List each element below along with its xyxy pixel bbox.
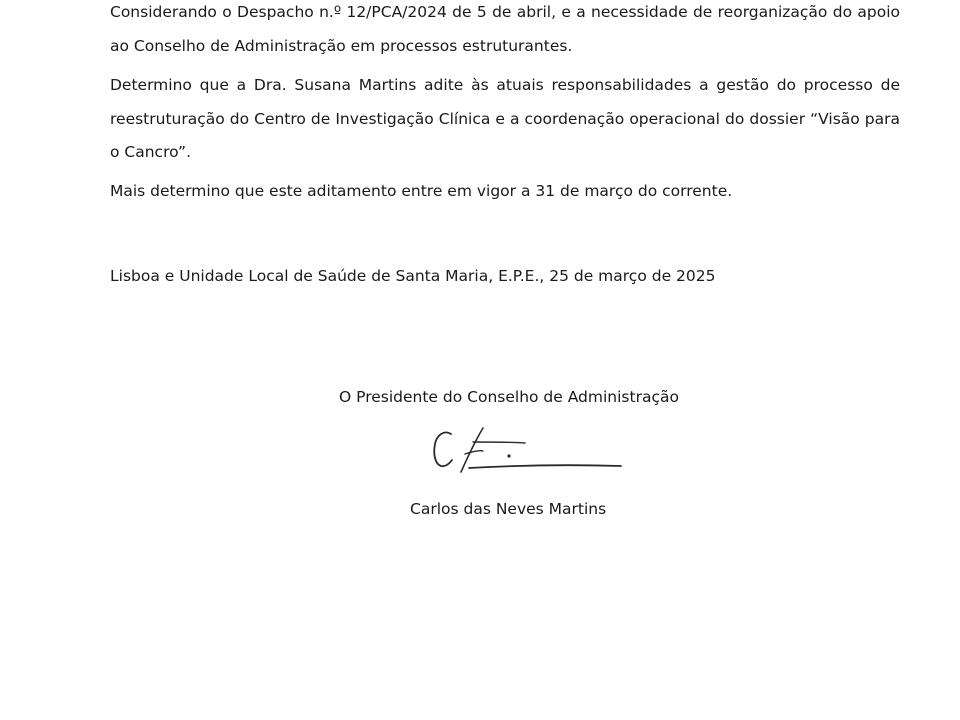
signatory-title: O Presidente do Conselho de Administração — [339, 388, 679, 406]
paragraph-effective-date: Mais determino que este aditamento entre em vigor a 31 de março do corrente. — [110, 182, 733, 200]
signatory-name: Carlos das Neves Martins — [410, 500, 607, 518]
paragraph-considering: Considerando o Despacho n.º 12/PCA/2024 de 5 de abril, e a necessidade de reorganização do apoio ao Conselho de Administração em processos estruturantes. — [110, 3, 900, 55]
place-and-date: Lisboa e Unidade Local de Saúde de Santa Maria, E.P.E., 25 de março de 2025 — [110, 267, 716, 285]
handwritten-signature — [425, 420, 625, 490]
paragraph-determination: Determino que a Dra. Susana Martins adite às atuais responsabilidades a gestão do processo de reestruturação do Centro de Investigação Clínica e a coordenação operacional do dossier “Visão para o Cancro”. — [110, 76, 900, 161]
